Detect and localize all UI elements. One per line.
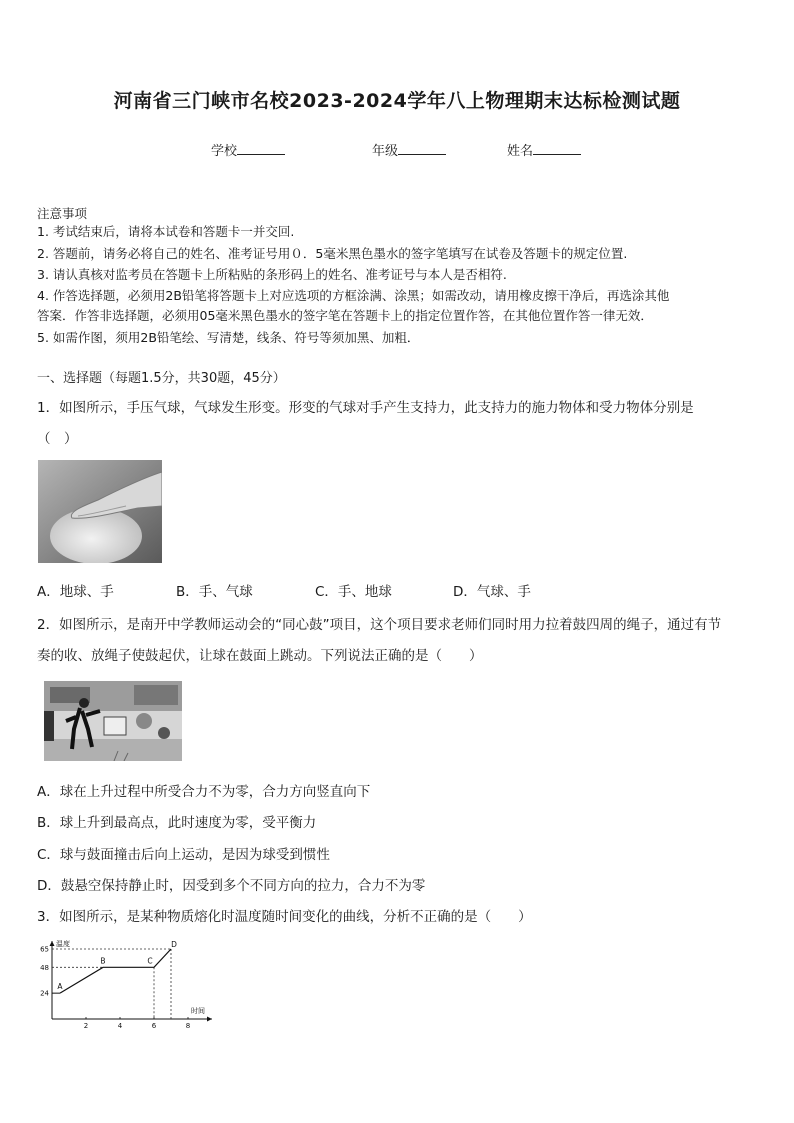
grade-field[interactable] [372,140,446,159]
point-label-b: B [100,956,106,966]
q3-melting-curve-chart [34,937,224,1029]
y-tick-label: 48 [40,963,49,972]
q2-stem: 2．如图所示，是南开中学教师运动会的“同心鼓”项目，这个项目要求老师们同时用力拉着鼓四周的绳子，通过有节 [37,617,722,633]
y-axis-label: 温度 [56,940,70,948]
section-heading: 一、选择题（每题1.5分，共30题，45分） [37,371,286,386]
exam-title: 河南省三门峡市名校2023-2024学年八上物理期末达标检测试题 [113,90,681,112]
name-field[interactable] [507,140,581,159]
school-blank[interactable] [237,142,285,155]
q1-option-d[interactable]: D．气球、手 [453,584,531,600]
notice-heading: 注意事项 [37,206,88,221]
school-label: 学校 [211,144,238,159]
x-axis-arrow [207,1017,212,1022]
x-tick-label: 6 [151,1022,157,1029]
name-blank[interactable] [533,142,581,155]
point-label-c: C [147,956,153,966]
q2-option-b[interactable]: B．球上升到最高点，此时速度为零，受平衡力 [37,815,317,831]
notice-item: 5. 如需作图，须用2B铅笔绘、写清楚，线条、符号等须加黑、加粗． [37,330,420,345]
y-axis-arrow [50,941,55,946]
q1-option-c[interactable]: C．手、地球 [315,584,392,600]
q1-photo-hand-pressing-balloon [38,460,162,563]
x-tick-label: 8 [185,1022,191,1029]
y-tick-label: 65 [40,945,49,954]
q2-option-c[interactable]: C．球与鼓面撞击后向上运动，是因为球受到惯性 [37,847,330,863]
q1-option-a[interactable]: A．地球、手 [37,584,114,600]
notice-item: 3. 请认真核对监考员在答题卡上所粘贴的条形码上的姓名、准考证号与本人是否相符. [37,267,507,282]
notice-item-continued: 答案．作答非选择题，必须用05毫米黑色墨水的签字笔在答题卡上的指定位置作答，在其他位置作答一律无效． [37,308,653,323]
notice-item: 1. 考试结束后，请将本试卷和答题卡一并交回. [37,224,295,239]
grade-label: 年级 [372,144,399,159]
x-tick-label: 2 [83,1022,89,1029]
q1-stem-blank: （ ） [37,431,78,447]
q1-option-b[interactable]: B．手、气球 [176,584,253,600]
x-axis-label: 时间 [191,1007,205,1015]
notice-item: 4. 作答选择题，必须用2B铅笔将答题卡上对应选项的方框涂满、涂黑；如需改动，请用橡皮擦干净后，再选涂其他 [37,288,670,303]
q3-stem: 3．如图所示，是某种物质熔化时温度随时间变化的曲线，分析不正确的是（ ） [37,909,532,925]
q2-photo-drum-game [44,681,182,761]
y-tick-label: 24 [40,989,49,998]
point-label-a: A [57,982,63,992]
name-label: 姓名 [507,144,534,159]
melting-curve [60,949,171,993]
notice-item: 2. 答题前，请务必将自己的姓名、准考证号用０．5毫米黑色墨水的签字笔填写在试卷及答题卡的规定位置. [37,246,628,261]
q2-stem-continued: 奏的收、放绳子使鼓起伏，让球在鼓面上跳动。下列说法正确的是（ ） [37,648,483,664]
grade-blank[interactable] [398,142,446,155]
point-label-d: D [171,940,177,949]
x-tick-label: 4 [117,1022,123,1029]
q2-option-d[interactable]: D．鼓悬空保持静止时，因受到多个不同方向的拉力，合力不为零 [37,878,426,894]
q2-option-a[interactable]: A．球在上升过程中所受合力不为零，合力方向竖直向下 [37,784,371,800]
school-field[interactable] [211,140,285,159]
q1-stem: 1．如图所示，手压气球，气球发生形变。形变的气球对手产生支持力，此支持力的施力物体和受力物体分别是 [37,400,694,416]
